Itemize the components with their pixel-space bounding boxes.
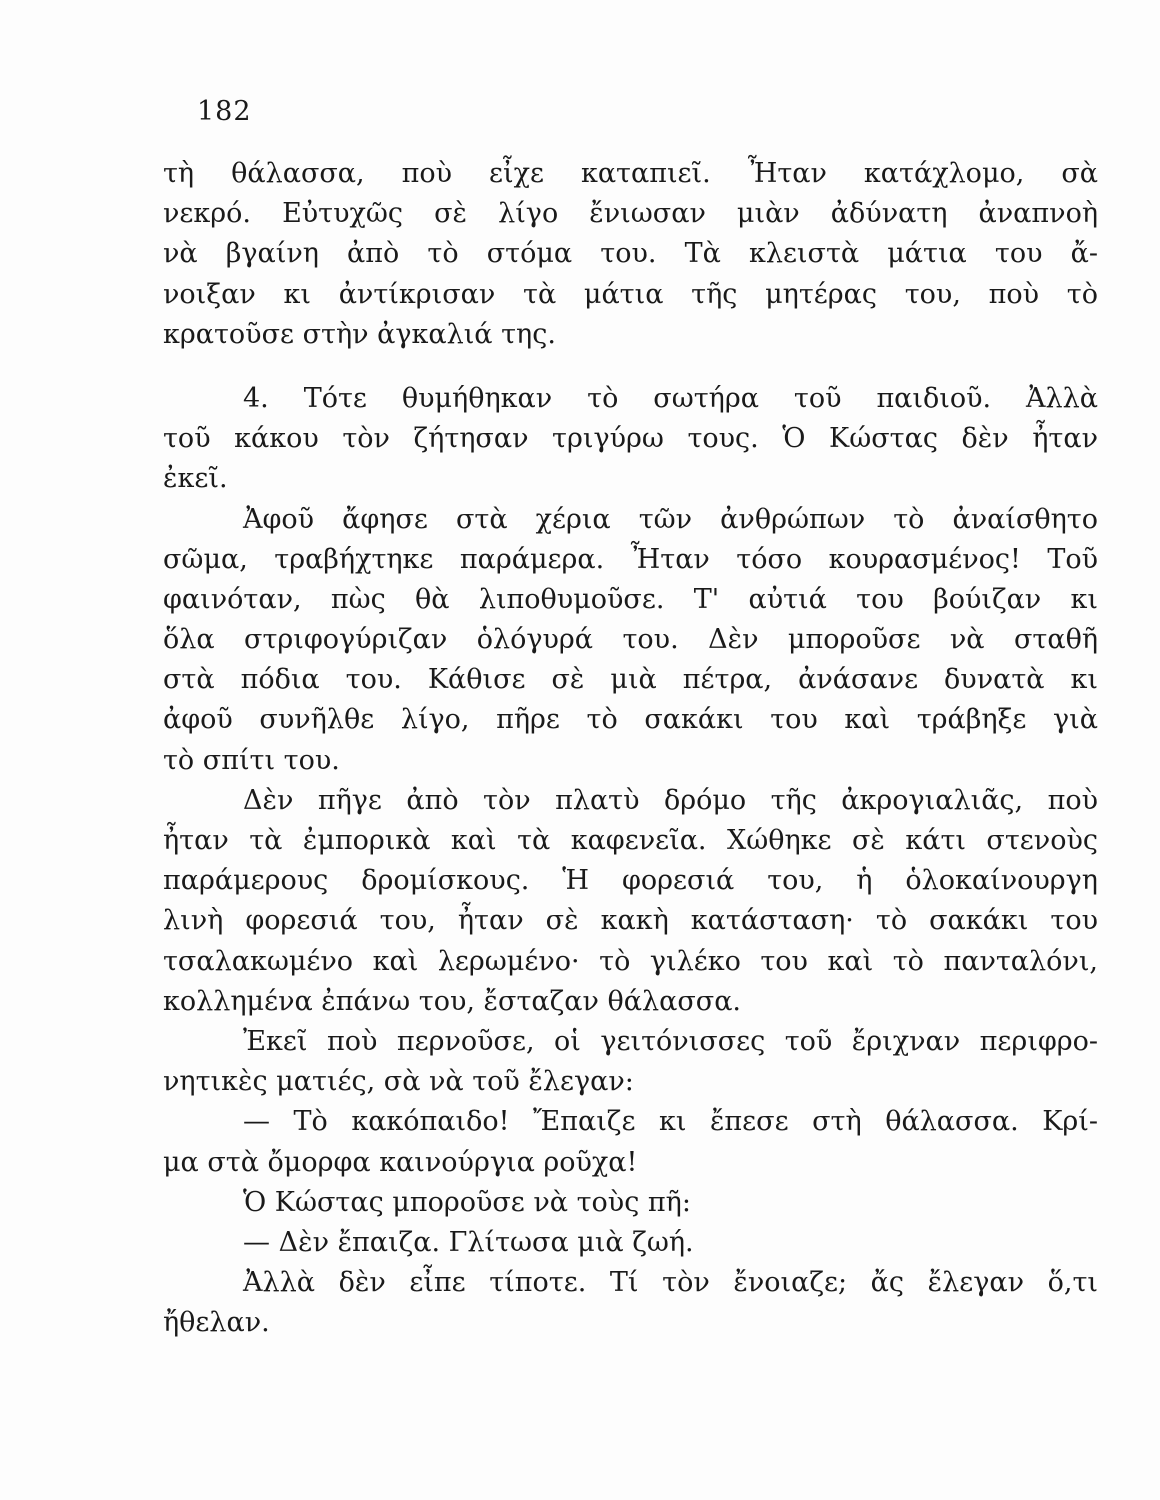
text-line: σῶμα, τραβήχτηκε παράμερα. Ἦταν τόσο κουρασμένος! Τοῦ [163, 543, 1098, 575]
text-line: τσαλακωμένο καὶ λερωμένο· τὸ γιλέκο του καὶ τὸ πανταλόνι, [163, 945, 1098, 977]
text-line: ἤθελαν. [163, 1307, 270, 1339]
paragraph-start-line: Ἀφοῦ ἄφησε στὰ χέρια τῶν ἀνθρώπων τὸ ἀναίσθητο [243, 503, 1098, 535]
text-line: νοιξαν κι ἀντίκρισαν τὰ μάτια τῆς μητέρας του, ποὺ τὸ [163, 278, 1098, 310]
text-line: παράμερους δρομίσκους. Ἡ φορεσιά του, ἡ ὁλοκαίνουργη [163, 865, 1098, 897]
paragraph-start-line: Ὁ Κώστας μποροῦσε νὰ τοὺς πῆ: [243, 1186, 691, 1218]
text-line: ἀφοῦ συνῆλθε λίγο, πῆρε τὸ σακάκι του καὶ τράβηξε γιὰ [163, 704, 1098, 736]
text-line: φαινόταν, πὼς θὰ λιποθυμοῦσε. Τ' αὐτιά του βούιζαν κι [163, 583, 1098, 615]
text-line: μα στὰ ὄμορφα καινούργια ροῦχα! [163, 1146, 638, 1178]
text-line: νὰ βγαίνη ἀπὸ τὸ στόμα του. Τὰ κλειστὰ μάτια του ἄ- [163, 238, 1098, 270]
paragraph-start-line: Δὲν πῆγε ἀπὸ τὸν πλατὺ δρόμο τῆς ἀκρογιαλιᾶς, ποὺ [243, 784, 1098, 816]
text-line: κρατοῦσε στὴν ἀγκαλιά της. [163, 318, 556, 350]
paragraph-start-line: Ἐκεῖ ποὺ περνοῦσε, οἱ γειτόνισσες τοῦ ἔριχναν περιφρο- [243, 1025, 1098, 1057]
text-line: στὰ πόδια του. Κάθισε σὲ μιὰ πέτρα, ἀνάσανε δυνατὰ κι [163, 664, 1098, 696]
dialogue-line: — Τὸ κακόπαιδο! Ἔπαιζε κι ἔπεσε στὴ θάλασσα. Κρί- [243, 1106, 1098, 1138]
text-line: νεκρό. Εὐτυχῶς σὲ λίγο ἔνιωσαν μιὰν ἀδύνατη ἀναπνοὴ [163, 198, 1098, 230]
dialogue-line: — Δὲν ἔπαιζα. Γλίτωσα μιὰ ζωή. [243, 1226, 694, 1258]
text-line: ὅλα στριφογύριζαν ὁλόγυρά του. Δὲν μποροῦσε νὰ σταθῆ [163, 624, 1098, 656]
text-line: τὴ θάλασσα, ποὺ εἶχε καταπιεῖ. Ἦταν κατάχλομο, σὰ [163, 158, 1098, 189]
body-text [163, 154, 1098, 1343]
text-line: ἦταν τὰ ἐμπορικὰ καὶ τὰ καφενεῖα. Χώθηκε σὲ κάτι στενοὺς [163, 825, 1098, 856]
text-line: ἐκεῖ. [163, 463, 228, 495]
paragraph-start-line: Ἀλλὰ δὲν εἶπε τίποτε. Τί τὸν ἔνοιαζε; ἄς ἔλεγαν ὅ,τι [243, 1267, 1098, 1299]
text-line: κολλημένα ἐπάνω του, ἔσταζαν θάλασσα. [163, 985, 742, 1017]
text-line: λινὴ φορεσιά του, ἦταν σὲ κακὴ κατάσταση· τὸ σακάκι του [163, 905, 1098, 937]
text-line: τὸ σπίτι του. [163, 744, 340, 776]
text-line: νητικὲς ματιές, σὰ νὰ τοῦ ἔλεγαν: [163, 1066, 634, 1098]
page-number: 182 [197, 96, 252, 127]
section-start-line: 4. Τότε θυμήθηκαν τὸ σωτήρα τοῦ παιδιοῦ. Ἀλλὰ [243, 382, 1098, 414]
text-line: τοῦ κάκου τὸν ζήτησαν τριγύρω τους. Ὁ Κώστας δὲν ἦταν [163, 423, 1098, 455]
